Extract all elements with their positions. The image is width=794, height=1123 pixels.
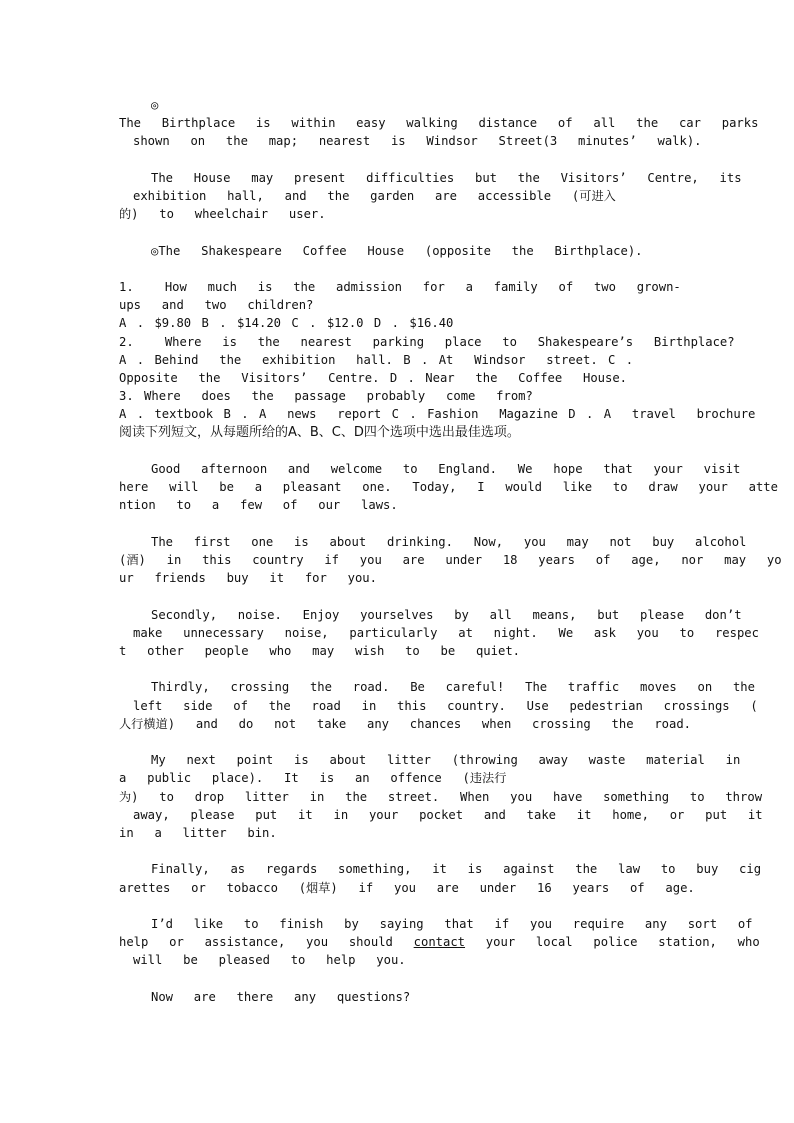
text-line: make unnecessary noise, particularly at night. We ask you to respec xyxy=(133,625,759,640)
text-line: ur friends buy it for you. xyxy=(119,571,377,586)
text-segment: help or assistance, you should xyxy=(119,935,414,950)
text-line: I’d like to finish by saying that if you require any sort of xyxy=(151,916,753,931)
text-line: left side of the road in this country. Use pedestrian crossings ( xyxy=(133,698,758,713)
text-line: The first one is about drinking. Now, you may not buy alcohol xyxy=(151,534,747,549)
text-line: ◎The Shakespeare Coffee House (opposite the Birthplace). xyxy=(151,243,643,258)
text-line: Now are there any questions? xyxy=(151,989,411,1004)
contact-link[interactable]: contact xyxy=(413,935,466,950)
text-line: will be pleased to help you. xyxy=(133,953,406,968)
section-instruction: 阅读下列短文，从每题所给的A、B、C、D四个选项中选出最佳选项。 xyxy=(119,424,520,440)
text-line: exhibition hall, and the garden are accessible (可进入 xyxy=(133,189,616,203)
text-line: 的) to wheelchair user. xyxy=(119,207,326,222)
question-2-options-cont: Opposite the Visitors’ Centre. D . Near the Coffee House. xyxy=(119,371,628,385)
text-line: The Birthplace is within easy walking distance of all the car parks xyxy=(119,116,759,131)
question-1: 1. How much is the admission for a family of two grown- xyxy=(119,279,681,294)
text-line: Thirdly, crossing the road. Be careful! The traffic moves on the xyxy=(151,680,755,695)
question-3-options: A . textbook B . A news report C . Fashion Magazine D . A travel brochure xyxy=(119,407,756,422)
question-3: 3. Where does the passage probably come from? xyxy=(119,389,533,404)
text-line: My next point is about litter (throwing away waste material in xyxy=(151,753,741,768)
text-line xyxy=(119,933,760,951)
text-line: in a litter bin. xyxy=(119,826,277,840)
document-page xyxy=(119,96,782,1006)
text-line: ntion to a few of our laws. xyxy=(119,498,398,513)
text-line: here will be a pleasant one. Today, I would like to draw your atte xyxy=(119,480,778,495)
text-line: t other people who may wish to be quiet. xyxy=(119,644,520,658)
text-segment: your local police station, who xyxy=(465,935,760,950)
text-line: 为) to drop litter in the street. When you have something to throw xyxy=(119,789,763,804)
text-line: Finally, as regards something, it is against the law to buy cig xyxy=(151,862,762,877)
question-1-options: A . $9.80 B . $14.20 C . $12.0 D . $16.40 xyxy=(119,316,454,331)
text-line: Good afternoon and welcome to England. We hope that your visit xyxy=(151,462,741,476)
text-line: Secondly, noise. Enjoy yourselves by all means, but please don’t xyxy=(151,607,742,622)
question-2: 2. Where is the nearest parking place to Shakespeare’s Birthplace? xyxy=(119,334,735,349)
text-line: The House may present difficulties but the Visitors’ Centre, its xyxy=(151,170,742,185)
text-line: 人行横道) and do not take any chances when crossing the road. xyxy=(119,716,692,731)
text-line: shown on the map; nearest is Windsor Street(3 minutes’ walk). xyxy=(133,134,702,149)
text-line: a public place). It is an offence (违法行 xyxy=(119,771,507,786)
question-1-cont: ups and two children? xyxy=(119,298,314,313)
bullet-symbol: ◎ xyxy=(151,98,159,112)
text-line: away, please put it in your pocket and take it home, or put it xyxy=(133,807,763,822)
text-line: arettes or tobacco (烟草) if you are under 16 years of age. xyxy=(119,880,695,895)
question-2-options: A . Behind the exhibition hall. B . At Windsor street. C . xyxy=(119,352,634,367)
text-line: (酒) in this country if you are under 18 years of age, nor may yo xyxy=(119,553,782,567)
